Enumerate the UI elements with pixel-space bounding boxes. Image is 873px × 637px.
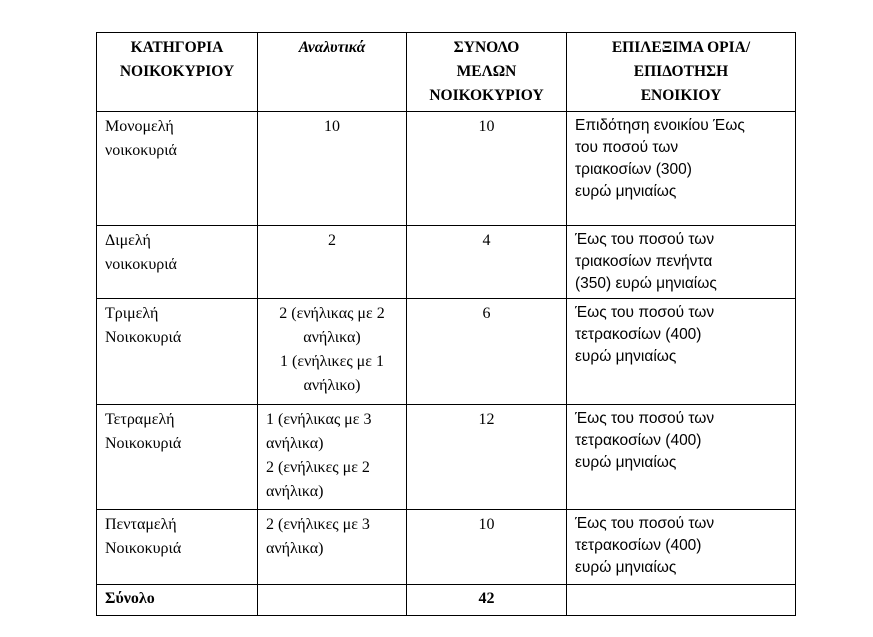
limit-line: ευρώ μηνιαίως [575, 454, 677, 471]
table-row [97, 226, 796, 299]
category-cell [97, 299, 258, 405]
members-cell: 10 [407, 112, 567, 226]
details-line: ανήλικα) [266, 435, 324, 452]
details-line: ανήλικα) [303, 329, 361, 346]
details-line: 1 (ενήλικες με 1 [280, 353, 384, 370]
limit-cell [567, 299, 796, 405]
category-line: Νοικοκυριά [105, 540, 182, 557]
header-details-line: Αναλυτικά [298, 39, 366, 56]
header-members-total [407, 33, 567, 112]
details-line: 2 (ενήλικας με 2 [279, 305, 385, 322]
details-line: ανήλικα) [266, 483, 324, 500]
limit-line: τριακοσίων (300) [575, 161, 692, 178]
category-cell [97, 112, 258, 226]
members-cell: 12 [407, 405, 567, 510]
header-members-line: ΣΥΝΟΛΟ [453, 39, 520, 56]
category-line: Νοικοκυριά [105, 435, 182, 452]
limit-line: τετρακοσίων (400) [575, 326, 702, 343]
header-members-line: ΜΕΛΩΝ [456, 63, 517, 80]
limit-line: του ποσού των [575, 139, 679, 156]
members-cell: 6 [407, 299, 567, 405]
limit-line: ευρώ μηνιαίως [575, 559, 677, 576]
header-details [258, 33, 407, 112]
limit-line: Επιδότηση ενοικίου Έως [575, 117, 745, 134]
header-category-line: ΚΑΤΗΓΟΡΙΑ [130, 39, 224, 56]
header-limits-line: ΕΝΟΙΚΙΟΥ [640, 87, 722, 104]
household-subsidy-table [96, 32, 796, 616]
limit-cell [567, 510, 796, 585]
category-cell [97, 510, 258, 585]
header-limits-line: ΕΠΙΔΟΤΗΣΗ [633, 63, 729, 80]
details-line: ανήλικο) [303, 377, 361, 394]
limit-line: τετρακοσίων (400) [575, 432, 702, 449]
total-limit-empty [567, 585, 796, 616]
limit-line: τριακοσίων πενήντα [575, 253, 713, 270]
header-eligible-limits [567, 33, 796, 112]
category-line: Μονομελή [105, 118, 174, 135]
limit-line: τετρακοσίων (400) [575, 537, 702, 554]
table-row [97, 405, 796, 510]
details-line: 2 (ενήλικες με 2 [266, 459, 370, 476]
details-line: ανήλικα) [266, 540, 324, 557]
details-line: 2 [328, 232, 336, 249]
header-category [97, 33, 258, 112]
limit-line: Έως του ποσού των [575, 410, 715, 427]
details-cell [258, 405, 407, 510]
total-members: 42 [407, 585, 567, 616]
category-line: νοικοκυριά [105, 142, 177, 159]
limit-line: ευρώ μηνιαίως [575, 348, 677, 365]
limit-line: (350) ευρώ μηνιαίως [575, 275, 717, 292]
header-row [97, 33, 796, 112]
header-members-line: ΝΟΙΚΟΚΥΡΙΟΥ [429, 87, 544, 104]
category-cell [97, 226, 258, 299]
details-cell [258, 226, 407, 299]
category-line: Τριμελή [105, 305, 159, 322]
limit-line: Έως του ποσού των [575, 304, 715, 321]
category-line: Τετραμελή [105, 411, 175, 428]
category-line: νοικοκυριά [105, 256, 177, 273]
header-category-line: ΝΟΙΚΟΚΥΡΙΟΥ [119, 63, 235, 80]
details-cell [258, 299, 407, 405]
table-row [97, 299, 796, 405]
total-details-empty [258, 585, 407, 616]
table-row [97, 112, 796, 226]
details-line: 2 (ενήλικες με 3 [266, 516, 370, 533]
category-line: Πενταμελή [105, 516, 177, 533]
category-line: Διμελή [105, 232, 151, 249]
category-cell [97, 405, 258, 510]
limit-line: ευρώ μηνιαίως [575, 183, 677, 200]
members-cell: 4 [407, 226, 567, 299]
table-row [97, 510, 796, 585]
category-line: Νοικοκυριά [105, 329, 182, 346]
details-cell [258, 112, 407, 226]
limit-cell [567, 226, 796, 299]
limit-cell [567, 112, 796, 226]
members-cell: 10 [407, 510, 567, 585]
total-label: Σύνολο [97, 585, 258, 616]
total-row [97, 585, 796, 616]
details-cell [258, 510, 407, 585]
limit-cell [567, 405, 796, 510]
limit-line: Έως του ποσού των [575, 515, 715, 532]
details-line: 10 [324, 118, 340, 135]
limit-line: Έως του ποσού των [575, 231, 715, 248]
details-line: 1 (ενήλικας με 3 [266, 411, 372, 428]
header-limits-line: ΕΠΙΛΕΞΙΜΑ ΟΡΙΑ/ [611, 39, 751, 56]
